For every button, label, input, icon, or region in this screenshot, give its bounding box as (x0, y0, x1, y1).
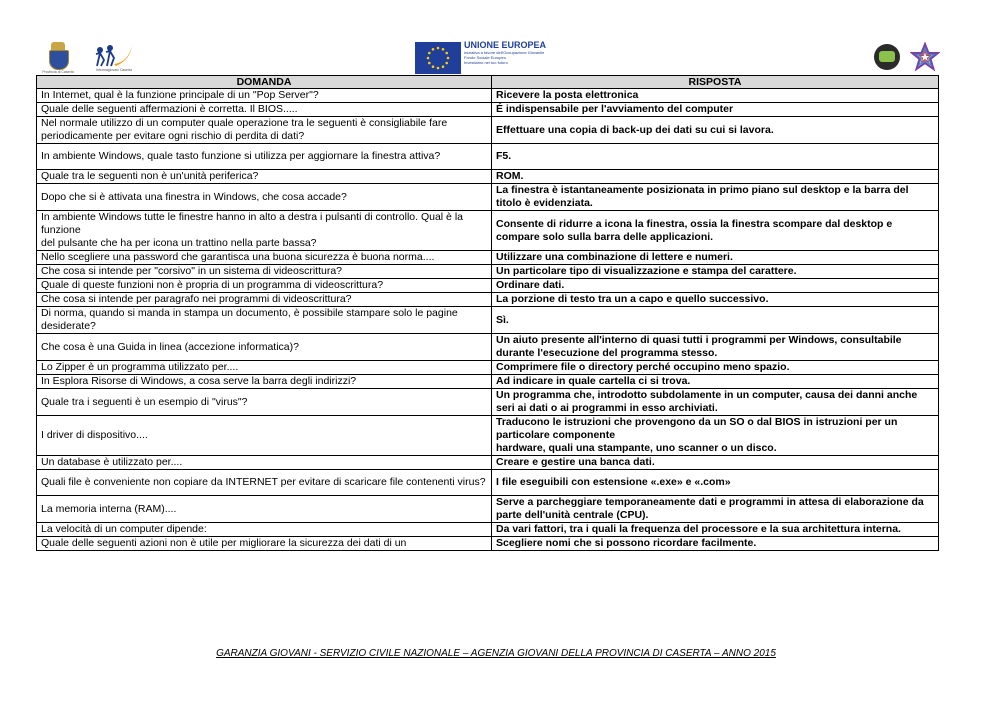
informagiovani-logo-caption: Informagiovani Caserta (95, 68, 133, 72)
question-cell: Un database è utilizzato per.... (37, 456, 492, 470)
answer-cell: Un particolare tipo di visualizzazione e stampa del carattere. (492, 265, 939, 279)
answer-cell: Ricevere la posta elettronica (492, 89, 939, 103)
question-cell: Quale di queste funzioni non è propria di un programma di videoscrittura? (37, 279, 492, 293)
page-header (0, 0, 992, 78)
answer-cell: Ordinare dati. (492, 279, 939, 293)
table-row (37, 456, 939, 470)
informagiovani-logo (92, 42, 136, 70)
table-row (37, 103, 939, 117)
qa-table (36, 75, 939, 551)
answer-cell: Da vari fattori, tra i quali la frequenza del processore e la sua architettura interna. (492, 523, 939, 537)
table-row (37, 496, 939, 523)
answer-cell: Consente di ridurre a icona la finestra, ossia la finestra scompare dal desktop e compare solo sulla barra delle applicazioni. (492, 211, 939, 251)
table-row (37, 251, 939, 265)
table-row (37, 523, 939, 537)
question-cell: In Internet, qual è la funzione principale di un "Pop Server"? (37, 89, 492, 103)
question-cell: Nello scegliere una password che garantisca una buona sicurezza è buona norma.... (37, 251, 492, 265)
question-cell: Che cosa è una Guida in linea (accezione informatica)? (37, 334, 492, 361)
question-cell: Quale delle seguenti azioni non è utile per migliorare la sicurezza dei dati di un (37, 537, 492, 551)
eu-line: Investiamo nel tuo futuro (464, 60, 508, 65)
answer-cell: É indispensabile per l'avviamento del computer (492, 103, 939, 117)
answer-cell: Effettuare una copia di back-up dei dati su cui si lavora. (492, 117, 939, 144)
question-cell: In Esplora Risorse di Windows, a cosa serve la barra degli indirizzi? (37, 375, 492, 389)
answer-cell: ROM. (492, 170, 939, 184)
provincia-logo-caption: Provincia di Caserta (42, 70, 74, 74)
answer-cell: La finestra è istantaneamente posizionata in primo piano sul desktop e la barra del titolo è evidenziata. (492, 184, 939, 211)
column-header-domanda: DOMANDA (37, 76, 492, 89)
column-header-risposta: RISPOSTA (492, 76, 939, 89)
question-cell: La memoria interna (RAM).... (37, 496, 492, 523)
provincia-caserta-logo (42, 42, 74, 74)
question-cell: Di norma, quando si manda in stampa un documento, è possibile stampare solo le pagine desiderate? (37, 307, 492, 334)
question-cell: Che cosa si intende per "corsivo" in un sistema di videoscrittura? (37, 265, 492, 279)
table-row (37, 389, 939, 416)
table-row (37, 117, 939, 144)
answer-cell: Traducono le istruzioni che provengono da un SO o dal BIOS in istruzioni per un particolare componente hardware, quali una stampante, uno scanner o un disco. (492, 416, 939, 456)
question-cell: Quali file è conveniente non copiare da INTERNET per evitare di scaricare file contenenti virus? (37, 470, 492, 496)
table-row (37, 89, 939, 103)
table-row (37, 265, 939, 279)
eu-title: UNIONE EUROPEA (464, 40, 547, 50)
answer-cell: Ad indicare in quale cartella ci si trova. (492, 375, 939, 389)
answer-cell: Sì. (492, 307, 939, 334)
answer-cell: I file eseguibili con estensione «.exe» e «.com» (492, 470, 939, 496)
table-row (37, 375, 939, 389)
question-cell: In ambiente Windows tutte le finestre hanno in alto a destra i pulsanti di controllo. Qual è la funzione del pulsante che ha per icona un trattino nella parte bassa? (37, 211, 492, 251)
table-row (37, 170, 939, 184)
table-header-row (37, 76, 939, 89)
question-cell: Lo Zipper è un programma utilizzato per.... (37, 361, 492, 375)
answer-cell: Creare e gestire una banca dati. (492, 456, 939, 470)
table-row (37, 416, 939, 456)
question-cell: Quale delle seguenti affermazioni è corretta. Il BIOS..... (37, 103, 492, 117)
answer-cell: Un programma che, introdotto subdolamente in un computer, causa dei danni anche seri ai dati o ai programmi in esso archiviati. (492, 389, 939, 416)
table-row (37, 211, 939, 251)
table-row (37, 279, 939, 293)
answer-cell: Scegliere nomi che si possono ricordare facilmente. (492, 537, 939, 551)
eu-line: Fondo Sociale Europeo (464, 55, 506, 60)
table-row (37, 361, 939, 375)
star-logo (910, 42, 940, 72)
question-cell: Che cosa si intende per paragrafo nei programmi di videoscrittura? (37, 293, 492, 307)
question-cell: Dopo che si è attivata una finestra in Windows, che cosa accade? (37, 184, 492, 211)
eu-line: Iniziativa a favore dell'Occupazione Giovanile (464, 50, 545, 55)
table-row (37, 470, 939, 496)
question-cell: La velocità di un computer dipende: (37, 523, 492, 537)
answer-cell: La porzione di testo tra un a capo e quello successivo. (492, 293, 939, 307)
answer-cell: Un aiuto presente all'interno di quasi tutti i programmi per Windows, consultabile durante l'esecuzione del programma stesso. (492, 334, 939, 361)
eu-flag-icon (415, 42, 461, 74)
qa-table-body (37, 89, 939, 551)
table-row (37, 334, 939, 361)
question-cell: Nel normale utilizzo di un computer quale operazione tra le seguenti è consigliabile fare periodicamente per evitare ogni rischio di perdita di dati? (37, 117, 492, 144)
answer-cell: Serve a parcheggiare temporaneamente dati e programmi in attesa di elaborazione da parte dell'unità centrale (CPU). (492, 496, 939, 523)
question-cell: Quale tra le seguenti non è un'unità periferica? (37, 170, 492, 184)
eu-caption (464, 40, 624, 65)
question-cell: In ambiente Windows, quale tasto funzione si utilizza per aggiornare la finestra attiva? (37, 144, 492, 170)
garanzia-giovani-logo (874, 44, 900, 70)
answer-cell: Utilizzare una combinazione di lettere e numeri. (492, 251, 939, 265)
table-row (37, 293, 939, 307)
table-row (37, 307, 939, 334)
answer-cell: Comprimere file o directory perché occupino meno spazio. (492, 361, 939, 375)
table-row (37, 184, 939, 211)
table-row (37, 537, 939, 551)
answer-cell: F5. (492, 144, 939, 170)
page-footer: GARANZIA GIOVANI - SERVIZIO CIVILE NAZIONALE – AGENZIA GIOVANI DELLA PROVINCIA DI CASERTA – ANNO 2015 (216, 648, 776, 659)
table-row (37, 144, 939, 170)
question-cell: I driver di dispositivo.... (37, 416, 492, 456)
question-cell: Quale tra i seguenti è un esempio di "virus"? (37, 389, 492, 416)
